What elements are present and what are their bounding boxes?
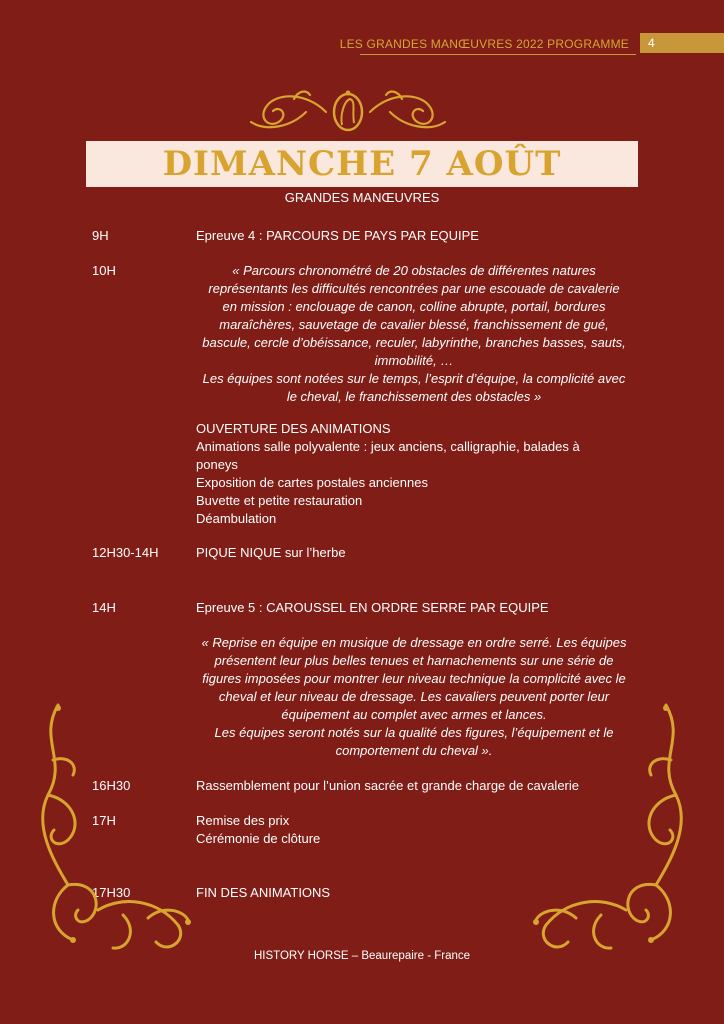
event-label: PIQUE NIQUE sur l’herbe: [196, 545, 346, 560]
page-number: 4: [640, 33, 724, 53]
header-title: LES GRANDES MANŒUVRES 2022 PROGRAMME: [339, 37, 629, 51]
top-scroll-ornament-icon: [246, 87, 450, 137]
event-description-10h: [196, 262, 632, 406]
time-label: 12H30-14H: [92, 545, 159, 560]
desc-line: maraîchères, sauvetage de cavalier blessé, franchissement de gué,: [219, 317, 609, 332]
time-label: 16H30: [92, 778, 131, 793]
page-footer: HISTORY HORSE – Beaurepaire - France: [253, 950, 471, 962]
event-label: Epreuve 4 : PARCOURS DE PAYS PAR EQUIPE: [196, 228, 479, 243]
header-rule: [360, 54, 636, 55]
animations-block: [196, 420, 606, 528]
desc-line: bascule, cercle d’obéissance, reculer, labyrinthe, branches basses, sauts,: [202, 335, 626, 350]
corner-flourish-left-icon: [28, 700, 198, 965]
desc-line: cheval et leur niveau de dressage. Les cavaliers peuvent porter leur: [218, 689, 610, 704]
animation-item: Déambulation: [196, 511, 277, 526]
animation-item: Buvette et petite restauration: [196, 493, 363, 508]
desc-line: le cheval, le franchissement des obstacles »: [286, 389, 542, 404]
desc-line: présentent leur plus belles tenues et harnachements sur une série de: [214, 653, 614, 668]
time-label: 17H30: [92, 885, 131, 900]
subtitle: GRANDES MANŒUVRES: [284, 190, 440, 205]
corner-flourish-right-icon: [526, 700, 696, 965]
animations-title: OUVERTURE DES ANIMATIONS: [196, 421, 391, 436]
desc-line: « Reprise en équipe en musique de dressage en ordre serré. Les équipes: [201, 635, 627, 650]
event-label: FIN DES ANIMATIONS: [196, 885, 331, 900]
closing-item: Cérémonie de clôture: [196, 831, 321, 846]
desc-line: en mission : enclouage de canon, colline abrupte, portail, bordures: [222, 299, 606, 314]
animation-item: Exposition de cartes postales anciennes: [196, 475, 428, 490]
time-label: 9H: [92, 228, 109, 243]
animation-item: poneys: [196, 457, 238, 472]
title-box: [86, 141, 638, 187]
event-label: Epreuve 5 : CAROUSSEL EN ORDRE SERRE PAR EQUIPE: [196, 600, 549, 615]
desc-line: Les équipes sont notées sur le temps, l’esprit d’équipe, la complicité avec: [202, 371, 626, 386]
desc-line: représentants les difficultés rencontrées par une escouade de cavalerie: [208, 281, 620, 296]
desc-line: figures imposées pour montrer leur niveau technique la complicité avec le: [202, 671, 626, 686]
time-label: 10H: [92, 263, 116, 278]
event-label: Rassemblement pour l’union sacrée et grande charge de cavalerie: [196, 778, 579, 793]
closing-item: Remise des prix: [196, 813, 290, 828]
time-label: 14H: [92, 600, 116, 615]
animation-item: Animations salle polyvalente : jeux anciens, calligraphie, balades à: [196, 439, 580, 454]
desc-line: « Parcours chronométré de 20 obstacles de différentes natures: [232, 263, 596, 278]
desc-line: Les équipes seront notés sur la qualité des figures, l’équipement et le: [214, 725, 614, 740]
time-label: 17H: [92, 813, 116, 828]
desc-line: comportement du cheval ».: [335, 743, 493, 758]
desc-line: immobilité, …: [374, 353, 454, 368]
page-header: [0, 33, 724, 55]
page-title: DIMANCHE 7 AOÛT: [162, 144, 562, 184]
desc-line: équipement au complet avec armes et lances.: [281, 707, 547, 722]
